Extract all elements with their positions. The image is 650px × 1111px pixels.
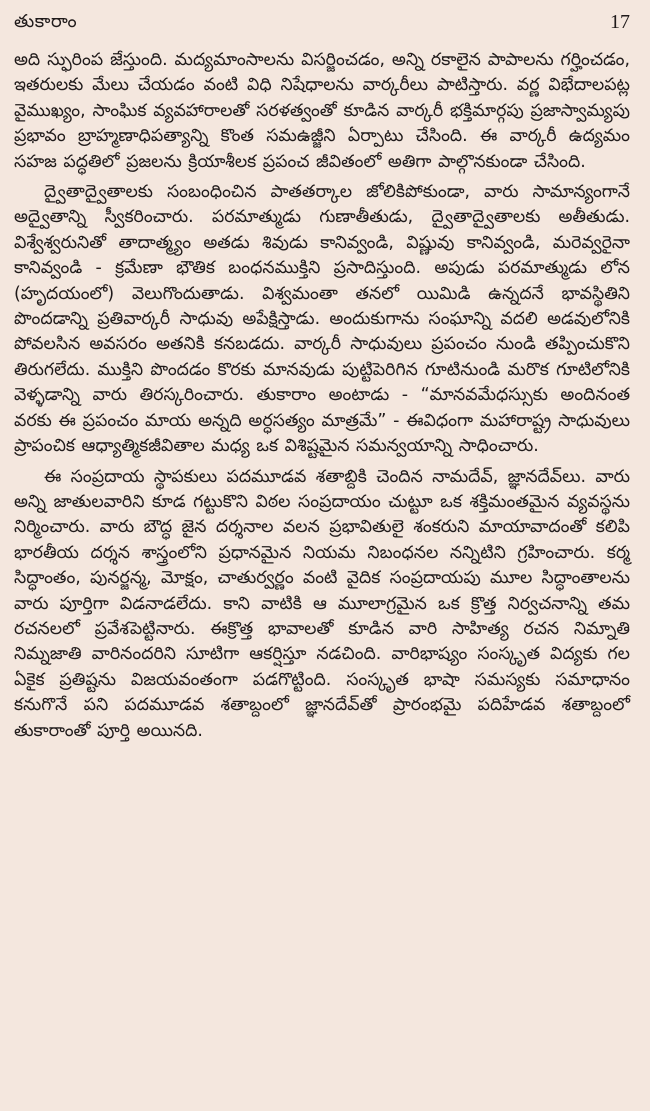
page-header xyxy=(14,6,630,48)
paragraph-1: అది స్ఫురింప జేస్తుంది. మద్యమాంసాలను విసర్జించడం, అన్ని రకాలైన పాపాలను గర్హించడం, ఇతరులకు మేలు చేయడం వంటి విధి నిషేధాలను వార్కరీలు పాటిస్తారు. వర్ణ విభేదాలపట్ల వైముఖ్యం, సాంఘిక వ్యవహారాలతో సరళత్వంతో కూడిన వార్కరీ భక్తిమార్గపు ప్రజాస్వామ్యపు ప్రభావం బ్రాహ్మణాధిపత్యాన్ని కొంత సమఉజ్జీని ఏర్పాటు చేసింది. ఈ వార్కరీ ఉద్యమం సహజ పద్ధతిలో ప్రజలను క్రియాశీలక ప్రపంచ జీవితంలో అతిగా పాల్గొనకుండా చేసింది. xyxy=(14,50,630,172)
page-number: 17 xyxy=(610,11,630,33)
body-text xyxy=(14,48,630,744)
paragraph-2: ద్వైతాద్వైతాలకు సంబంధించిన పాతతర్కాల జోలికిపోకుండా, వారు సామాన్యంగానే అద్వైతాన్ని స్వీకరించారు. పరమాత్ముడు గుణాతీతుడు, ద్వైతాద్వైతాలకు అతీతుడు. విశ్వేశ్వరునితో తాదాత్మ్యం అతడు శివుడు కానివ్వండి, విష్ణువు కానివ్వండి, మరెవ్వరైనా కానివ్వండి - క్రమేణా భౌతిక బంధనముక్తిని ప్రసాదిస్తుంది. అపుడు పరమాత్ముడు లోన (హృదయంలో) వెలుగొందుతాడు. విశ్వమంతా తనలో యిమిడి ఉన్నదనే భావస్థితిని పొందడాన్ని ప్రతివార్కరీ సాధువు అపేక్షిస్తాడు. అందుకుగాను సంఘాన్ని వదలి అడవులోనికి పోవలసిన అవసరం అతనికి కనబడదు. వార్కరీ సాధువులు ప్రపంచం నుండి తప్పించుకొని తిరుగలేదు. ముక్తిని పొందడం కొరకు మానవుడు పుట్టిపెరిగిన గూటినుండి మరొక గూటిలోనికి వెళ్ళడాన్ని వారు తిరస్కరించారు. తుకారాం అంటాడు - “మానవమేధస్సుకు అందినంత వరకు ఈ ప్రపంచం మాయ అన్నది అర్ధసత్యం మాత్రమే” - ఈవిధంగా మహారాష్ట్ర సాధువులు ప్రాపంచిక ఆధ్యాత్మికజీవితాల మధ్య ఒక విశిష్టమైన సమన్వయాన్ని సాధించారు. xyxy=(14,182,630,457)
paragraph-3: ఈ సంప్రదాయ స్థాపకులు పదమూడవ శతాబ్దికి చెందిన నామదేవ్, జ్ఞానదేవ్‌లు. వారు అన్ని జాతులవారిని కూడ గట్టుకొని విఠల సంప్రదాయం చుట్టూ ఒక శక్తిమంతమైన వ్యవస్థను నిర్మించారు. వారు బౌద్ధ జైన దర్శనాల వలన ప్రభావితులై శంకరుని మాయావాదంతో కలిపి భారతీయ దర్శన శాస్త్రంలోని ప్రధానమైన నియమ నిబంధనల నన్నిటిని గ్రహించారు. కర్మ సిద్ధాంతం, పునర్జన్మ, మోక్షం, చాతుర్వర్ణం వంటి వైదిక సంప్రదాయపు మూల సిద్ధాంతాలను వారు పూర్తిగా విడనాడలేదు. కాని వాటికి ఆ మూలాగ్రమైన ఒక క్రొత్త నిర్వచనాన్ని తమ రచనలలో ప్రవేశపెట్టినారు. ఈక్రొత్త భావాలతో కూడిన వారి సాహిత్య రచన నిమ్నాతి నిమ్నజాతి వారినందరిని సూటిగా ఆకర్షిస్తూ నడచింది. వారిభాష్యం సంస్కృత విద్యకు గల ఏకైక ప్రతిష్టను విజయవంతంగా పడగొట్టింది. సంస్కృత భాషా సమస్యకు సమాధానం కనుగొనే పని పదమూడవ శతాబ్దంలో జ్ఞానదేవ్‌తో ప్రారంభమై పదిహేడవ శతాబ్దంలో తుకారాంతో పూర్తి అయినది. xyxy=(14,466,630,741)
running-head: తుకారాం xyxy=(14,11,78,32)
